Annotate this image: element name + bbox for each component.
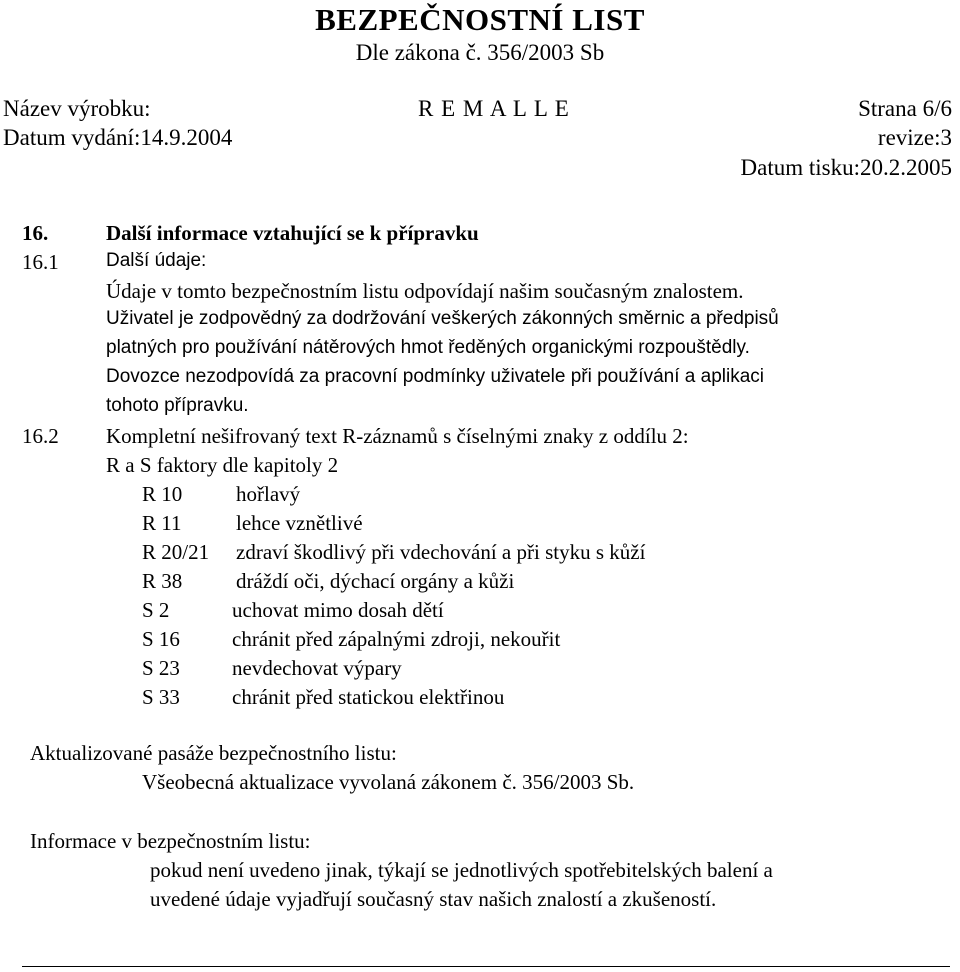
issue-date: Datum vydání:14.9.2004 bbox=[3, 125, 233, 150]
subsection-title: Další údaje: bbox=[106, 250, 207, 271]
updates-text: Všeobecná aktualizace vyvolaná zákonem č. 356/2003 Sb. bbox=[142, 770, 635, 794]
updates-label: Aktualizované pasáže bezpečnostního listu: bbox=[30, 741, 397, 765]
phrase-code: S 23 bbox=[142, 656, 180, 680]
phrase-text: chránit před zápalnými zdroji, nekouřit bbox=[232, 627, 561, 651]
phrases-intro: R a S faktory dle kapitoly 2 bbox=[106, 453, 339, 477]
phrase-text: zdraví škodlivý při vdechování a při styku s kůží bbox=[236, 540, 646, 564]
phrase-code: R 38 bbox=[142, 569, 183, 593]
info-text: uvedené údaje vyjadřují současný stav našich znalostí a zkušeností. bbox=[150, 887, 717, 911]
footer-rule bbox=[22, 966, 950, 967]
phrase-code: S 16 bbox=[142, 627, 180, 651]
subsection-title: Kompletní nešifrovaný text R-záznamů s číselnými znaky z oddílu 2: bbox=[106, 424, 689, 448]
page-number: Strana 6/6 bbox=[858, 96, 952, 121]
phrase-code: S 2 bbox=[142, 598, 170, 622]
info-text: pokud není uvedeno jinak, týkají se jednotlivých spotřebitelských balení a bbox=[150, 858, 773, 882]
phrase-code: R 10 bbox=[142, 482, 183, 506]
document-title: BEZPEČNOSTNÍ LIST bbox=[315, 2, 645, 37]
subsection-number: 16.1 bbox=[22, 250, 59, 274]
phrase-text: hořlavý bbox=[236, 482, 301, 506]
phrase-text: chránit před statickou elektřinou bbox=[232, 685, 505, 709]
subsection-number: 16.2 bbox=[22, 424, 59, 448]
phrase-code: S 33 bbox=[142, 685, 180, 709]
info-line: Dovozce nezodpovídá za pracovní podmínky uživatele při používání a aplikaci bbox=[106, 366, 764, 387]
phrase-text: nevdechovat výpary bbox=[232, 656, 402, 680]
phrase-text: dráždí oči, dýchací orgány a kůži bbox=[236, 569, 515, 593]
product-name: R E M A L L E bbox=[418, 96, 570, 121]
print-date: Datum tisku:20.2.2005 bbox=[740, 155, 952, 180]
product-label: Název výrobku: bbox=[3, 96, 151, 121]
phrase-code: R 20/21 bbox=[142, 540, 210, 564]
info-label: Informace v bezpečnostním listu: bbox=[30, 829, 311, 853]
phrase-text: uchovat mimo dosah dětí bbox=[232, 598, 444, 622]
revision: revize:3 bbox=[877, 125, 952, 150]
phrase-code: R 11 bbox=[142, 511, 182, 535]
info-line: Uživatel je zodpovědný za dodržování veškerých zákonných směrnic a předpisů bbox=[106, 308, 779, 329]
document-subtitle: Dle zákona č. 356/2003 Sb bbox=[355, 40, 605, 65]
section-heading: Další informace vztahující se k přípravku bbox=[106, 221, 479, 245]
info-line: Údaje v tomto bezpečnostním listu odpovídají našim současným znalostem. bbox=[106, 279, 744, 303]
info-line: platných pro používání nátěrových hmot ředěných organickými rozpouštědly. bbox=[106, 337, 750, 358]
phrase-text: lehce vznětlivé bbox=[236, 511, 363, 535]
section-number: 16. bbox=[22, 221, 49, 245]
info-line: tohoto přípravku. bbox=[106, 395, 249, 416]
